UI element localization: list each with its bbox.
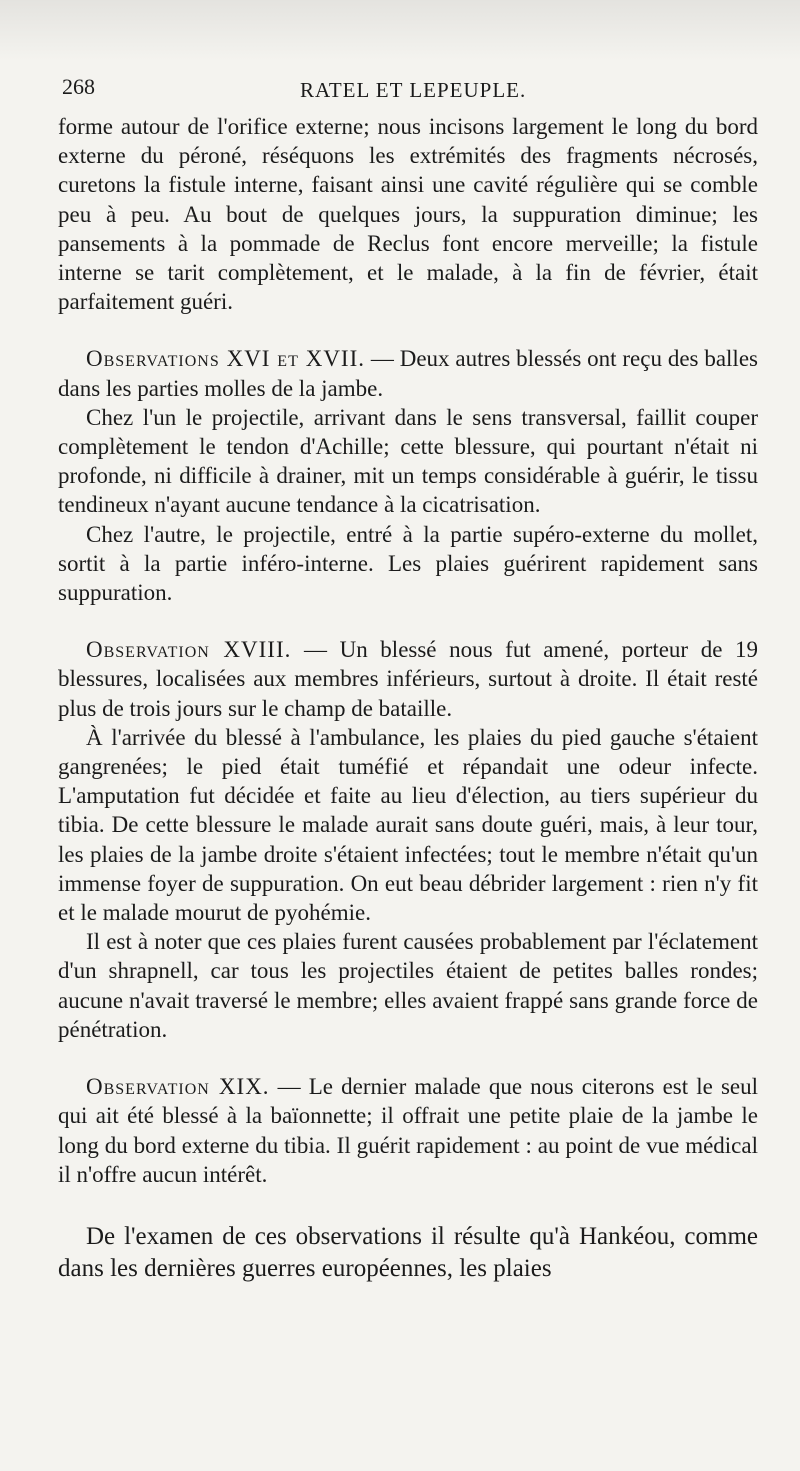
paragraph: forme autour de l'orifice externe; nous incisons largement le long du bord externe du péroné, réséquons les extrémités des fragments nécrosés, curetons la fistule interne, faisant ainsi une cavité régulière qui se comble peu à peu. Au bout de quelques jours, la suppuration diminue; les pansements à la pommade de Reclus font encore merveille; la fistule interne se tarit complètement, et le malade, à la fin de février, était parfaitement guéri. <box>58 114 758 315</box>
page-header <box>60 74 750 114</box>
paragraph: De l'examen de ces observations il résulte qu'à Hankéou, comme dans les dernières guerres européennes, les plaies <box>58 1222 758 1282</box>
observation-paragraph <box>58 635 758 723</box>
page-number: 268 <box>62 74 95 99</box>
observation-heading: Observations XVI et XVII. <box>86 346 365 372</box>
paragraph: Il est à noter que ces plaies furent causées probablement par l'éclatement d'un shrapnell, car tous les projectiles étaient de petites balles rondes; aucune n'avait traversé le membre; elles avaient frappé sans grande force de pénétration. <box>58 929 758 1042</box>
page-top-shadow <box>0 0 800 60</box>
paragraph-text: — Un blessé nous fut amené, porteur de 19 blessures, localisées aux membres inférieurs, surtout à droite. Il était resté plus de trois jours sur le champ de bataille. <box>58 637 759 721</box>
observation-heading: Observation XIX. <box>86 1074 270 1100</box>
paragraph-text: — Le dernier malade que nous citerons est le seul qui ait été blessé à la baïonnette; il offrait une petite plaie de la jambe le long du bord externe du tibia. Il guérit rapidement : au point de vue médical il n'offre aucun intérêt. <box>58 1074 758 1187</box>
paragraph: À l'arrivée du blessé à l'ambulance, les plaies du pied gauche s'étaient gangrenées; le pied était tuméfié et répandait une odeur infecte. L'amputation fut décidée et faite au lieu d'élection, au tiers supérieur du tibia. De cette blessure le malade aurait sans doute guéri, mais, à leur tour, les plaies de la jambe droite s'étaient infectées; tout le membre n'était qu'un immense foyer de suppuration. On eut beau débrider largement : rien n'y fit et le malade mourut de pyohémie. <box>58 724 758 926</box>
observation-heading: Observation XVIII. <box>86 637 292 663</box>
observation-paragraph <box>58 344 758 402</box>
running-head: RATEL ET LEPEUPLE. <box>300 78 527 102</box>
body-text <box>58 112 758 1285</box>
observation-paragraph <box>58 1072 758 1189</box>
paragraph-text: — Deux autres blessés ont reçu des balles dans les parties molles de la jambe. <box>58 346 758 401</box>
paragraph: Chez l'un le projectile, arrivant dans le sens transversal, faillit couper complètement le tendon d'Achille; cette blessure, qui pourtant n'était ni profonde, ni difficile à drainer, mit un temps considérable à guérir, le tissu tendineux n'ayant aucune tendance à la cicatrisation. <box>58 404 758 518</box>
paragraph: Chez l'autre, le projectile, entré à la partie supéro-externe du mollet, sortit à la partie inféro-interne. Les plaies guérirent rapidement sans suppuration. <box>58 521 758 606</box>
